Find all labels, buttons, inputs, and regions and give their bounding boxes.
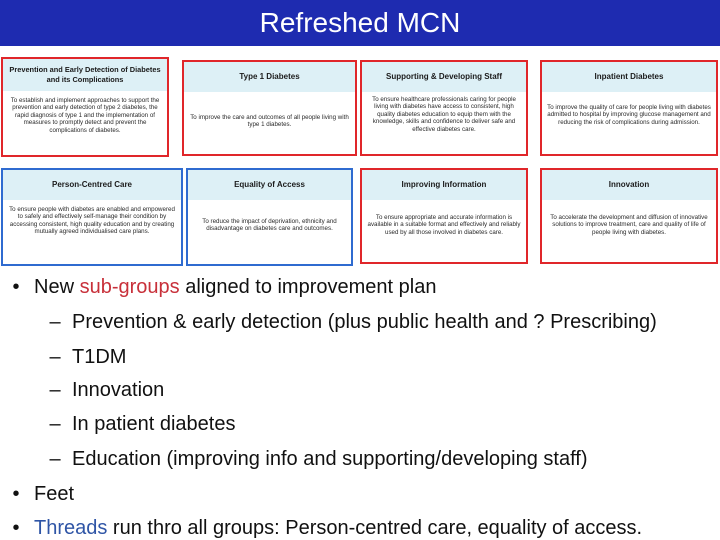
sub-bullet-text: In patient diabetes [72, 413, 236, 435]
card-heading: Innovation [542, 170, 716, 200]
dash-glyph: – [49, 346, 61, 368]
bullet-glyph: • [12, 517, 20, 539]
card-heading: Equality of Access [188, 170, 351, 200]
card-innovation [540, 168, 718, 264]
card-body: To accelerate the development and diffusion of innovative solutions to improve treatment, care and quality of life of people living with diabetes. [550, 214, 708, 236]
card-body: To establish and implement approaches to support the prevention and early detection of type 2 diabetes, the rapid diagnosis of type 1 and the implementation of measures to promptly detect and prevent the complications of diabetes. [10, 97, 160, 134]
dash-glyph: – [49, 448, 61, 470]
card-prevention [1, 57, 169, 157]
bullet-text: aligned to improvement plan [179, 276, 437, 298]
card-person-centred [1, 168, 183, 266]
card-heading: Person-Centred Care [3, 170, 181, 200]
bullet-text: New [34, 276, 80, 298]
dash-glyph: – [49, 379, 61, 401]
card-body: To ensure people with diabetes are enabled and empowered to safely and effectively self-manage their condition by accessing consistent, high quality education and by creating mutually agreed individualised care plans. [9, 206, 175, 236]
card-body: To improve the care and outcomes of all people living with type 1 diabetes. [190, 114, 349, 129]
card-heading: Improving Information [362, 170, 526, 200]
card-body: To improve the quality of care for people living with diabetes admitted to hospital by improving glucose management and reducing the risk of complications during admission. [547, 104, 711, 126]
card-type1 [182, 60, 357, 156]
card-heading: Type 1 Diabetes [184, 62, 355, 92]
card-heading: Supporting & Developing Staff [362, 62, 526, 92]
bullet-accent: sub-groups [79, 276, 180, 298]
card-equality [186, 168, 353, 266]
bullet-text: Feet [34, 483, 75, 505]
dash-glyph: – [49, 413, 61, 435]
card-heading: Inpatient Diabetes [542, 62, 716, 92]
slide-title: Refreshed MCN [259, 7, 461, 38]
sub-bullet-text: Education (improving info and supporting/developing staff) [72, 448, 588, 470]
card-inpatient [540, 60, 718, 156]
card-heading: Prevention and Early Detection of Diabetes and its Complications [3, 59, 167, 91]
sub-bullet-text: Innovation [72, 379, 165, 401]
bullet-text: run thro all groups: Person-centred care, equality of access. [107, 517, 643, 539]
dash-glyph: – [49, 311, 61, 333]
title-bar [0, 0, 720, 46]
card-body: To reduce the impact of deprivation, ethnicity and disadvantage on diabetes care and outcomes. [202, 218, 337, 233]
sub-bullet-text: T1DM [72, 346, 127, 368]
bullet-glyph: • [12, 483, 20, 505]
card-staff [360, 60, 528, 156]
card-body: To ensure healthcare professionals caring for people living with diabetes have access to consistent, high quality diabetes education to equip them with the knowledge, skills and confidence to deliver safe and effective diabetes care. [372, 96, 516, 133]
bullet-accent: Threads [34, 517, 108, 539]
sub-bullet-text: Prevention & early detection (plus public health and ? Prescribing) [72, 311, 657, 333]
bullet-glyph: • [12, 276, 20, 298]
card-body: To ensure appropriate and accurate information is available in a suitable format and effectively and reliably used by all those involved in diabetes care. [367, 214, 521, 236]
card-information [360, 168, 528, 264]
